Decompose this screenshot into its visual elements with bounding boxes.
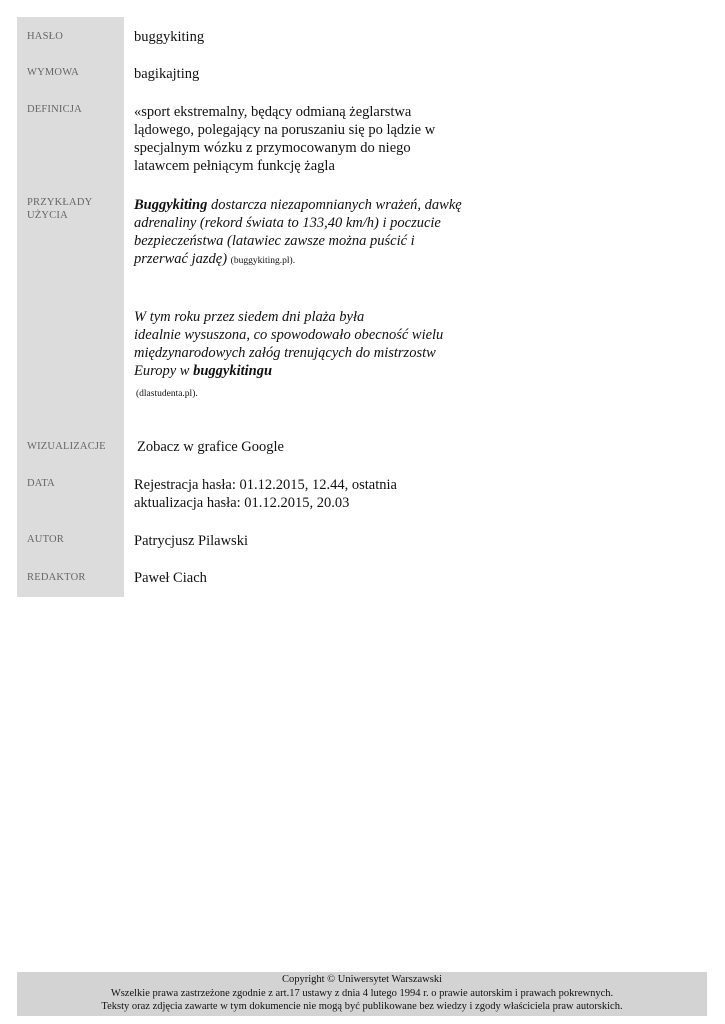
example-1-line — [134, 196, 474, 214]
example-1-text: przerwać jazdę) — [134, 251, 231, 267]
label-definicja: DEFINICJA — [27, 104, 82, 115]
label-przyklady-line1: PRZYKŁADY — [27, 197, 93, 208]
example-2-source: (dlastudenta.pl) — [136, 389, 196, 399]
footer — [17, 972, 707, 1016]
example-1-line: adrenaliny (rekord świata to 133,40 km/h) i poczucie — [134, 215, 441, 231]
example-2-line: W tym roku przez siedem dni plaża była — [134, 309, 365, 325]
label-wizualizacje: WIZUALIZACJE — [27, 441, 106, 452]
label-przyklady — [27, 196, 92, 222]
value-wymowa: bagikajting — [134, 66, 200, 82]
definicja-line: lądowego, polegający na poruszaniu się po lądzie w — [134, 122, 436, 138]
value-definicja — [134, 103, 435, 175]
footer-rights: Wszelkie prawa zastrzeżone zgodnie z art.17 ustawy z dnia 4 lutego 1994 r. o prawie autorskim i prawach pokrewnych. — [110, 987, 614, 999]
value-redaktor: Paweł Ciach — [134, 570, 207, 586]
label-haslo: HASŁO — [27, 31, 64, 42]
value-data — [134, 476, 397, 512]
definicja-line: specjalnym wózku z przymocowanym do niego — [134, 140, 411, 156]
label-redaktor: REDAKTOR — [27, 572, 86, 583]
example-1-line — [134, 250, 474, 270]
example-1-headword: Buggykiting — [134, 197, 208, 213]
example-2 — [134, 308, 474, 403]
footer-notice: Teksty oraz zdjęcia zawarte w tym dokumencie nie mogą być publikowane bez wiedzy i zgody właściciela praw autorskich. — [101, 1001, 623, 1012]
example-1 — [134, 196, 474, 270]
label-przyklady-line2: UŻYCIA — [27, 210, 68, 221]
example-1-line: bezpieczeństwa (latawiec zawsze można puścić i — [134, 233, 415, 249]
example-2-line: międzynarodowych załóg trenujących do mistrzostw — [134, 345, 436, 361]
footer-copyright: Copyright © Uniwersytet Warszawski — [281, 974, 443, 985]
value-haslo: buggykiting — [134, 29, 205, 45]
data-line: Rejestracja hasła: 01.12.2015, 12.44, ostatnia — [134, 477, 397, 493]
label-data: DATA — [27, 478, 55, 489]
example-2-source-line — [134, 383, 474, 403]
example-2-source-end: . — [195, 389, 198, 399]
example-2-text: Europy w — [134, 363, 194, 379]
example-2-headword: buggykitingu — [193, 363, 273, 379]
definicja-line: «sport ekstremalny, będący odmianą żeglarstwa — [134, 104, 412, 120]
data-line: aktualizacja hasła: 01.12.2015, 20.03 — [134, 495, 350, 511]
example-2-line: idealnie wysuszona, co spowodowało obecność wielu — [134, 327, 444, 343]
value-autor: Patrycjusz Pilawski — [134, 533, 248, 549]
example-2-line — [134, 362, 474, 380]
label-autor: AUTOR — [27, 534, 64, 545]
label-wymowa: WYMOWA — [27, 67, 79, 78]
definicja-line: latawcem pełniącym funkcję żagla — [134, 158, 335, 174]
example-1-text: dostarcza niezapomnianych wrażeń, dawkę — [207, 197, 462, 213]
example-1-source: (buggykiting.pl) — [230, 256, 293, 266]
example-1-source-end: . — [292, 256, 296, 266]
google-images-link[interactable]: Zobacz w grafice Google — [137, 439, 284, 455]
